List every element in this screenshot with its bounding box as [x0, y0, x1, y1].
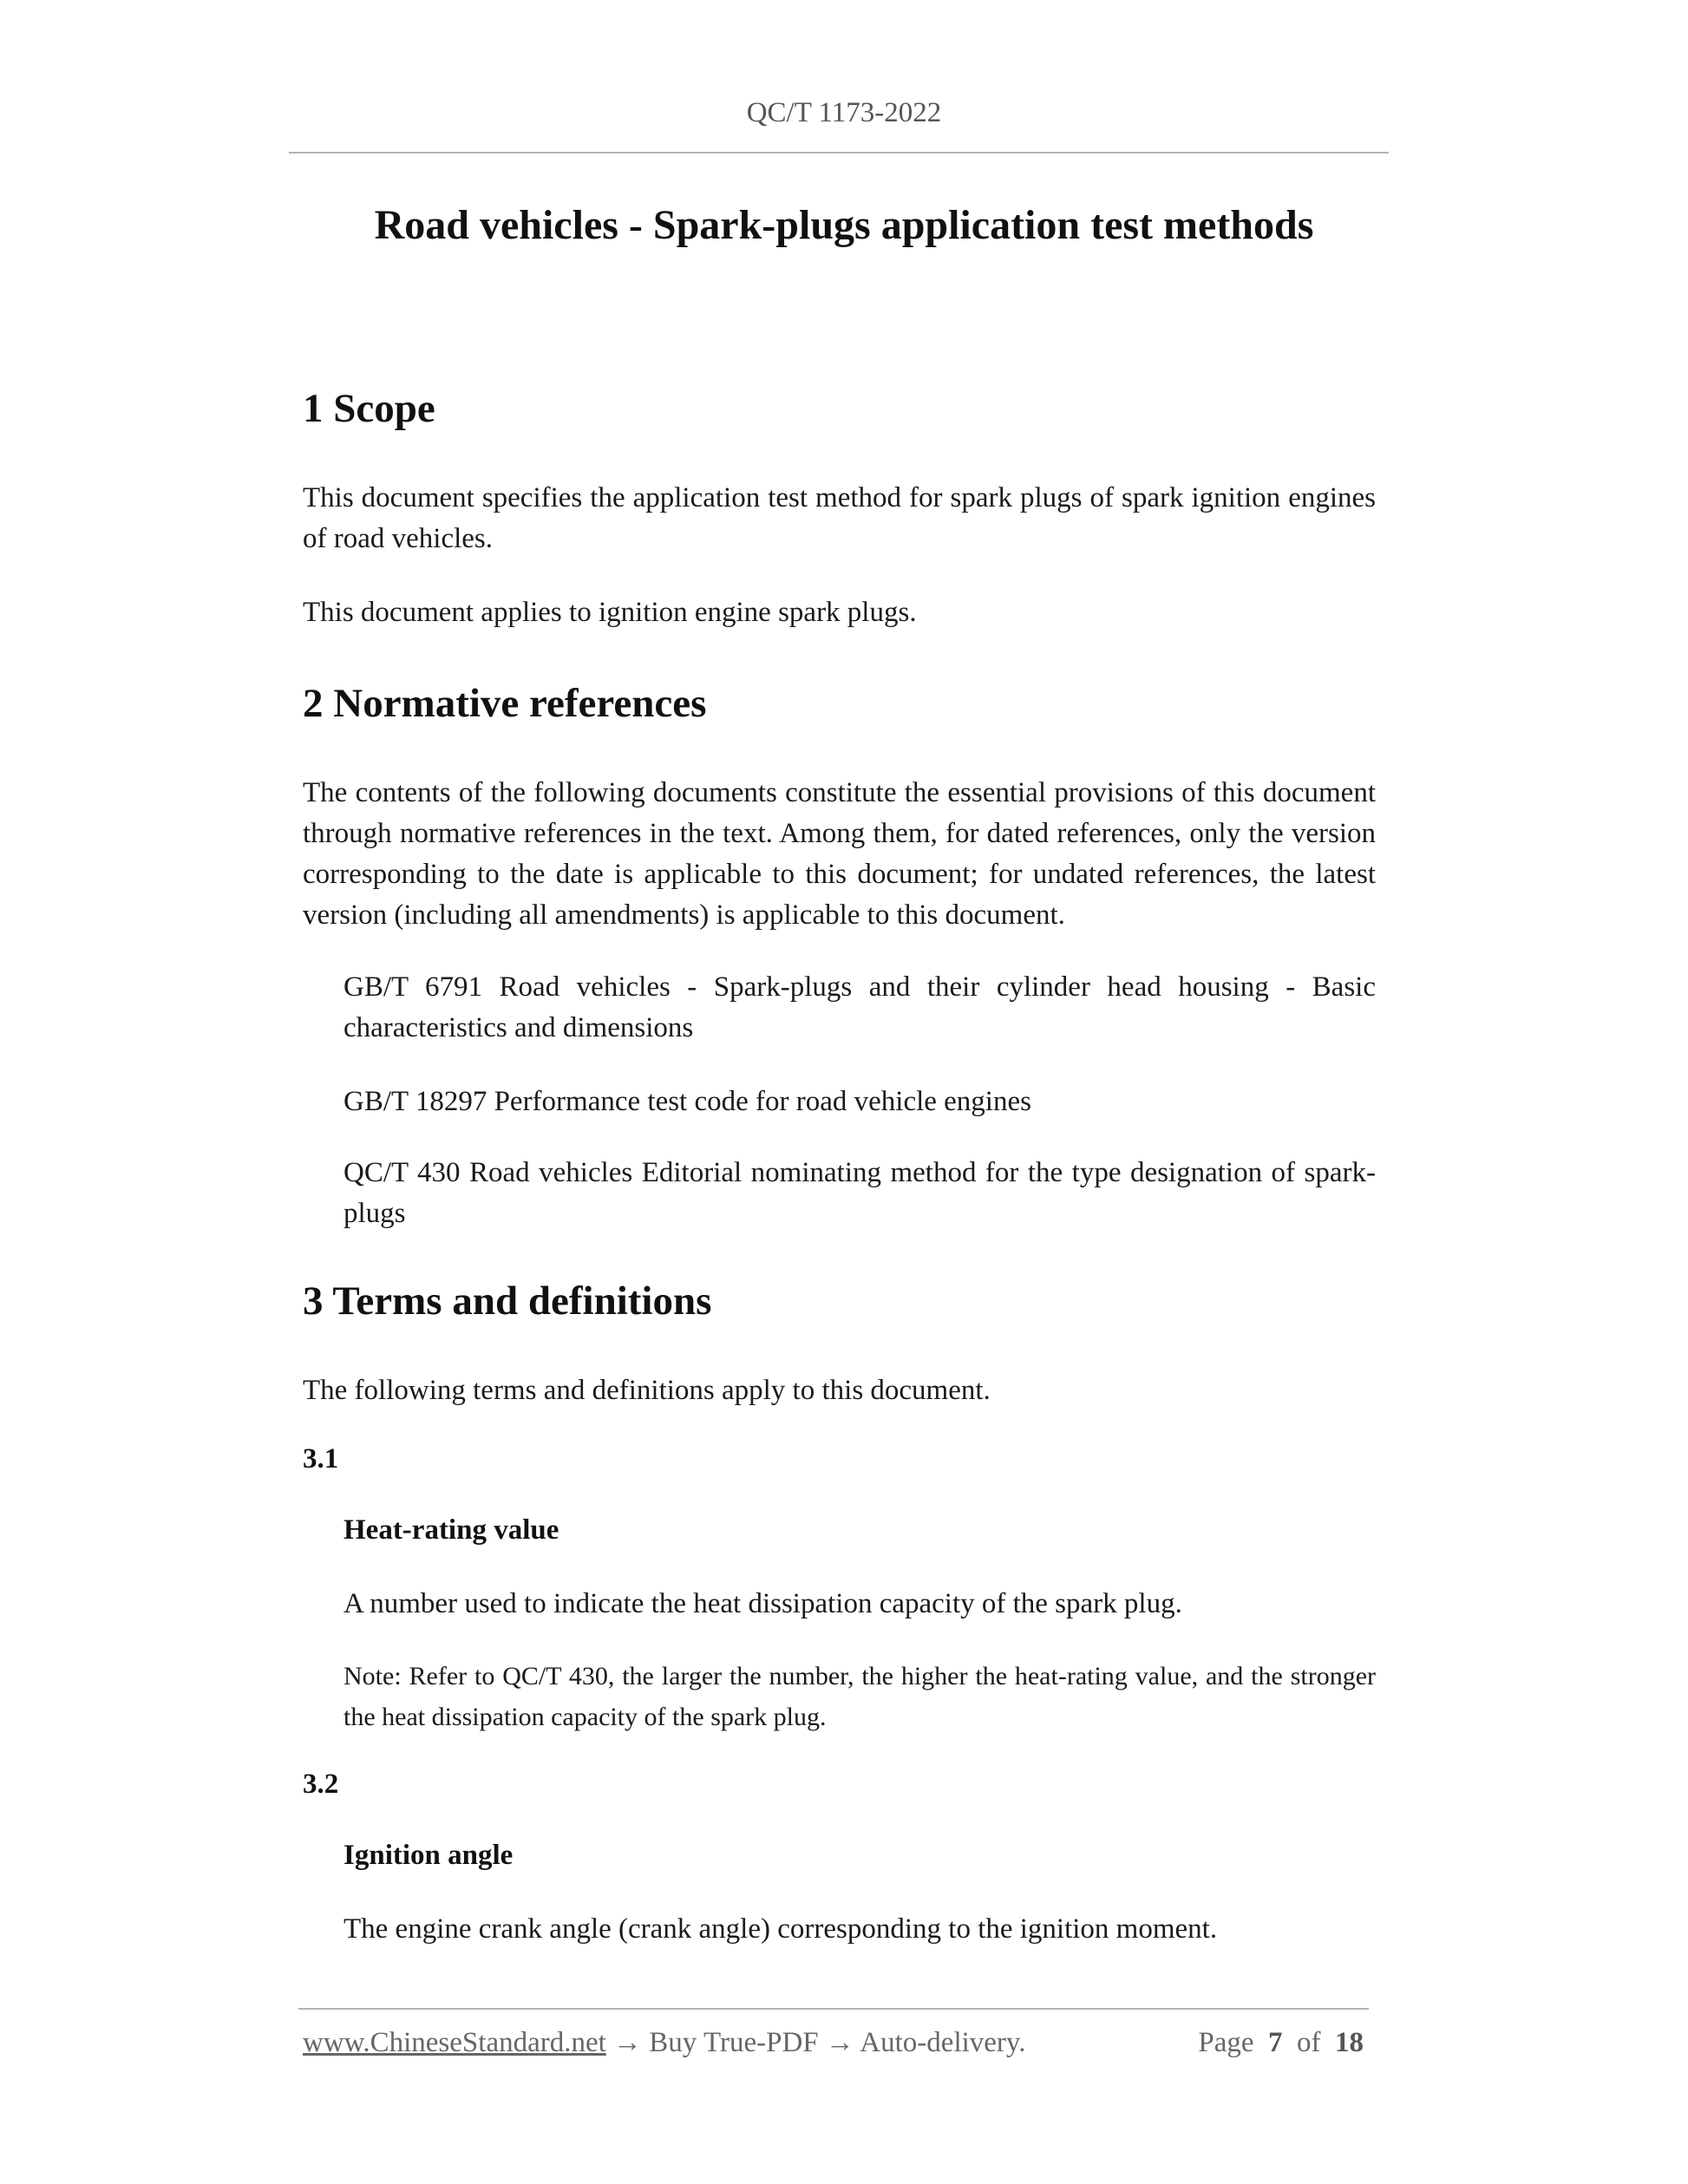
term-name: Ignition angle: [343, 1840, 514, 1871]
page-of-label: of: [1297, 2027, 1321, 2058]
term-definition: The engine crank angle (crank angle) corresponding to the ignition moment.: [343, 1913, 1218, 1945]
footer-promo: [303, 2027, 1026, 2059]
page-current-number: 7: [1268, 2027, 1283, 2058]
section-heading-scope: 1 Scope: [303, 386, 435, 431]
term-number: 3.1: [303, 1443, 339, 1475]
scope-paragraph-1: This document specifies the application test method for spark plugs of spark ignition engines of road vehicles.: [303, 482, 1376, 554]
document-title: Road vehicles - Spark-plugs application test methods: [374, 202, 1314, 248]
header-standard-code: QC/T 1173-2022: [746, 97, 942, 128]
scope-paragraph-2: This document applies to ignition engine spark plugs.: [303, 597, 917, 628]
page-label: Page: [1198, 2027, 1254, 2058]
footer-divider: [298, 2008, 1369, 2010]
term-note: Note: Refer to QC/T 430, the larger the number, the higher the heat-rating value, and the stronger the heat dissipation capacity of the spark plug.: [343, 1662, 1376, 1731]
section-heading-terms-definitions: 3 Terms and definitions: [303, 1278, 712, 1324]
normative-intro-paragraph: The contents of the following documents constitute the essential provisions of this document through normative references in the text. Among them, for dated references, only the version corresponding to the date is applicable to this document; for undated references, the latest version (including all amendments) is applicable to this document.: [303, 777, 1376, 931]
term-name: Heat-rating value: [343, 1514, 559, 1546]
terms-intro-paragraph: The following terms and definitions apply to this document.: [303, 1375, 991, 1406]
footer-website-link[interactable]: www.ChineseStandard.net: [303, 2027, 606, 2058]
normative-reference-item: QC/T 430 Road vehicles Editorial nominating method for the type designation of spark-plugs: [343, 1157, 1376, 1229]
term-number: 3.2: [303, 1769, 339, 1800]
header-divider: [289, 152, 1389, 154]
section-heading-normative-references: 2 Normative references: [303, 681, 707, 726]
footer-tagline: → Buy True-PDF → Auto-delivery.: [605, 2027, 1026, 2058]
normative-reference-item: GB/T 6791 Road vehicles - Spark-plugs and their cylinder head housing - Basic characteristics and dimensions: [343, 971, 1376, 1043]
page-indicator: [1198, 2027, 1364, 2059]
normative-reference-item: GB/T 18297 Performance test code for road vehicle engines: [343, 1086, 1031, 1117]
term-definition: A number used to indicate the heat dissipation capacity of the spark plug.: [343, 1588, 1182, 1619]
page-total-number: 18: [1335, 2027, 1364, 2058]
